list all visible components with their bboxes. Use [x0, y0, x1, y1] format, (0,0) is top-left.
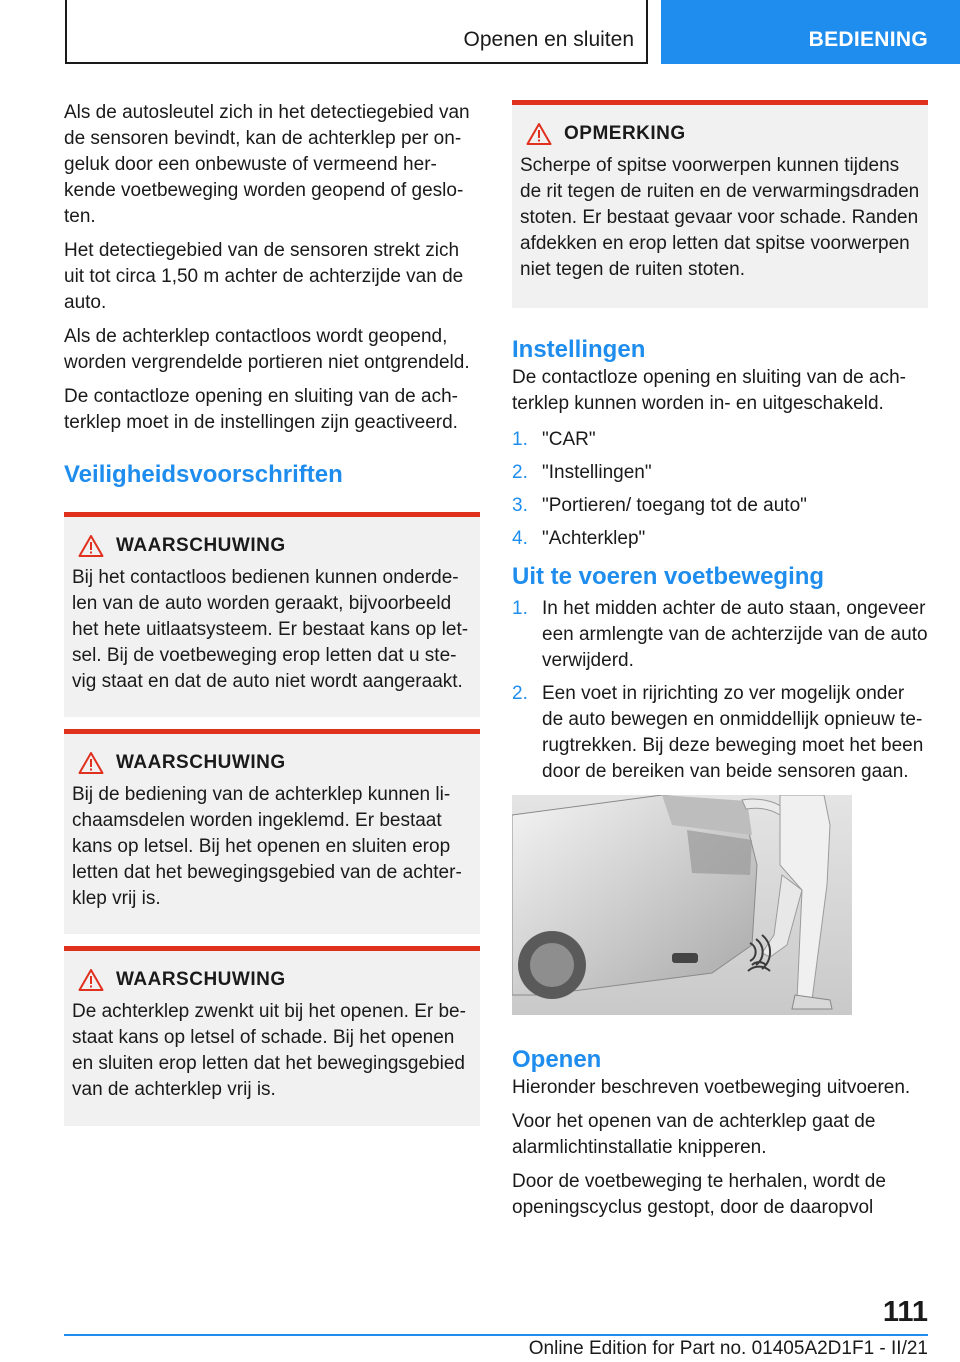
notice-text: Scherpe of spitse voorwerpen kunnen tijdens de rit tegen de ruiten en de verwarmingsdraden stoten. Er bestaat gevaar voor schade. Randen afdekken en erop letten dat spitse voorwerpen niet tegen de ruiten stoten.	[520, 155, 920, 280]
warning-triangle-icon	[526, 122, 552, 146]
open-paragraph: Voor het openen van de achterklep gaat de alarmlichtinstallatie knipperen.	[512, 1111, 876, 1158]
settings-steps	[512, 427, 928, 552]
list-item: 1. "CAR"	[512, 429, 596, 450]
warning-text: Bij de bediening van de achterklep kunnen lichaamsdelen worden ingeklemd. Er bestaat kans op letsel. Bij het openen en sluiten erop letten dat het bewegingsgebied van de achterklep vrij is.	[72, 784, 462, 909]
warning-title: WAARSCHUWING	[116, 752, 286, 773]
right-column	[512, 100, 928, 1229]
footer-divider	[64, 1334, 928, 1336]
open-heading: Openen	[512, 1046, 602, 1073]
list-item: 2. Een voet in rijrichting zo ver mogelijk onder de auto bewegen en onmiddellijk opnieuw terugtrekken. Bij deze beweging moet het been door de bereiken van beide sensoren gaan.	[512, 683, 924, 782]
open-paragraph: Door de voetbeweging te herhalen, wordt de openingscyclus gestopt, door de daaropvol	[512, 1171, 886, 1218]
warning-box	[64, 512, 480, 717]
notice-box	[512, 100, 928, 308]
list-item: 2. "Instellingen"	[512, 462, 652, 483]
header-section-tab	[65, 0, 648, 64]
warning-title: WAARSCHUWING	[116, 535, 286, 556]
warning-triangle-icon	[78, 968, 104, 992]
list-item: 4. "Achterklep"	[512, 528, 646, 549]
header-section-title: Openen en sluiten	[463, 28, 634, 51]
foot-steps	[512, 596, 928, 785]
warning-triangle-icon	[78, 751, 104, 775]
intro-paragraph: Het detectiegebied van de sensoren strekt zich uit tot circa 1,50 m achter de achterzijde van de auto.	[64, 240, 464, 313]
foot-gesture-illustration	[512, 795, 852, 1015]
notice-title: OPMERKING	[564, 123, 686, 144]
warning-text: De achterklep zwenkt uit bij het openen. Er bestaat kans op letsel of schade. Bij het openen en sluiten erop letten dat het bewegingsgebied van de achterklep vrij is.	[72, 1001, 466, 1100]
settings-heading: Instellingen	[512, 336, 646, 363]
warning-text: Bij het contactloos bedienen kunnen onderdelen van de auto worden geraakt, bijvoorbeeld het hete uitlaatsysteem. Er bestaat kans op letsel. Bij de voetbeweging erop letten dat u stevig staat en dat de auto niet wordt aangeraakt.	[72, 567, 469, 692]
list-item: 3. "Portieren/ toegang tot de auto"	[512, 495, 807, 516]
list-item: 1. In het midden achter de auto staan, ongeveer een armlengte van de achterzijde van de auto verwijderd.	[512, 598, 928, 671]
safety-heading: Veiligheidsvoorschriften	[64, 461, 343, 488]
warning-box	[64, 946, 480, 1126]
header-chapter-tab	[661, 0, 960, 64]
settings-text: De contactloze opening en sluiting van de achterklep kunnen worden in- en uitgeschakeld.	[512, 367, 906, 414]
footer-edition: Online Edition for Part no. 01405A2D1F1 - II/21	[528, 1338, 928, 1359]
foot-movement-heading: Uit te voeren voetbeweging	[512, 563, 825, 590]
warning-title: WAARSCHUWING	[116, 969, 286, 990]
intro-paragraph: Als de autosleutel zich in het detectiegebied van de sensoren bevindt, kan de achterklep per ongeluk door een onbewuste of vermeend herkende voetbeweging worden geopend of gesloten.	[64, 102, 470, 227]
intro-paragraph: De contactloze opening en sluiting van de achterklep moet in de instellingen zijn geactiveerd.	[64, 386, 458, 433]
warning-box	[64, 729, 480, 934]
intro-paragraph: Als de achterklep contactloos wordt geopend, worden vergrendelde portieren niet ontgrendeld.	[64, 326, 470, 373]
header-chapter-title: BEDIENING	[808, 28, 928, 51]
page-number: 111	[882, 1296, 928, 1328]
left-column	[64, 100, 480, 1126]
open-paragraph: Hieronder beschreven voetbeweging uitvoeren.	[512, 1077, 911, 1098]
warning-triangle-icon	[78, 534, 104, 558]
